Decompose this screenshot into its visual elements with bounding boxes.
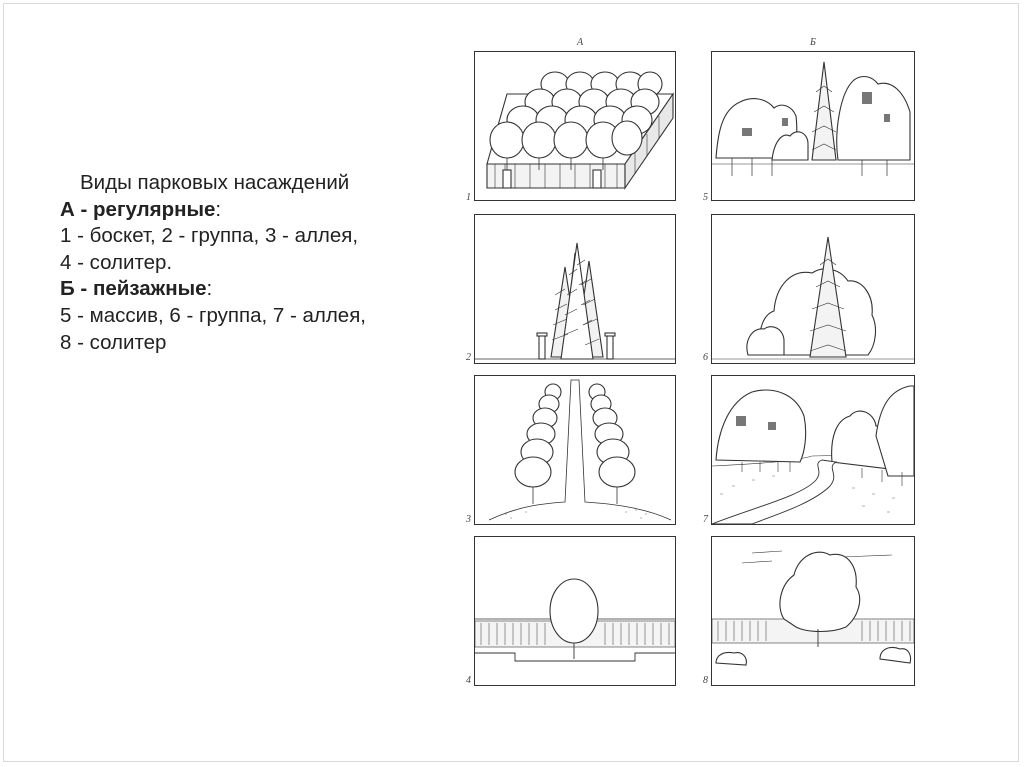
panel-number-5: 5 — [703, 192, 708, 203]
regular-heading: А - регулярные — [60, 197, 216, 221]
panel-landscape-alley-illustration — [711, 375, 915, 525]
panel-number-6: 6 — [703, 352, 708, 363]
landscape-items-2: 8 - солитер — [60, 330, 167, 354]
panel-landscape-solitaire-illustration — [711, 536, 915, 686]
regular-heading-line: А - регулярные: — [60, 197, 222, 221]
landscape-heading: Б - пейзажные — [60, 277, 207, 301]
panel-number-8: 8 — [703, 675, 708, 686]
panel-landscape-group-illustration — [711, 214, 915, 364]
caption-block — [60, 170, 460, 356]
panel-number-1: 1 — [466, 192, 471, 203]
panel-regular-group-illustration — [474, 214, 676, 364]
panel-number-4: 4 — [466, 675, 471, 686]
panel-number-7: 7 — [703, 514, 708, 525]
panel-landscape-massif-illustration — [711, 51, 915, 201]
panel-regular-solitaire-illustration — [474, 536, 676, 686]
landscape-items: 5 - массив, 6 - группа, 7 - аллея, — [60, 303, 366, 327]
regular-items: 1 - боскет, 2 - группа, 3 - аллея, — [60, 224, 359, 248]
caption-title: Виды парковых насаждений — [80, 171, 350, 194]
panel-number-2: 2 — [466, 352, 471, 363]
panel-regular-alley-illustration — [474, 375, 676, 525]
panel-number-3: 3 — [466, 514, 471, 525]
column-a-label: А — [577, 37, 584, 48]
column-b-label: Б — [810, 37, 816, 48]
regular-items-2: 4 - солитер. — [60, 250, 173, 274]
landscape-heading-line: Б - пейзажные: — [60, 277, 213, 301]
panel-bosquet-illustration — [474, 51, 676, 201]
